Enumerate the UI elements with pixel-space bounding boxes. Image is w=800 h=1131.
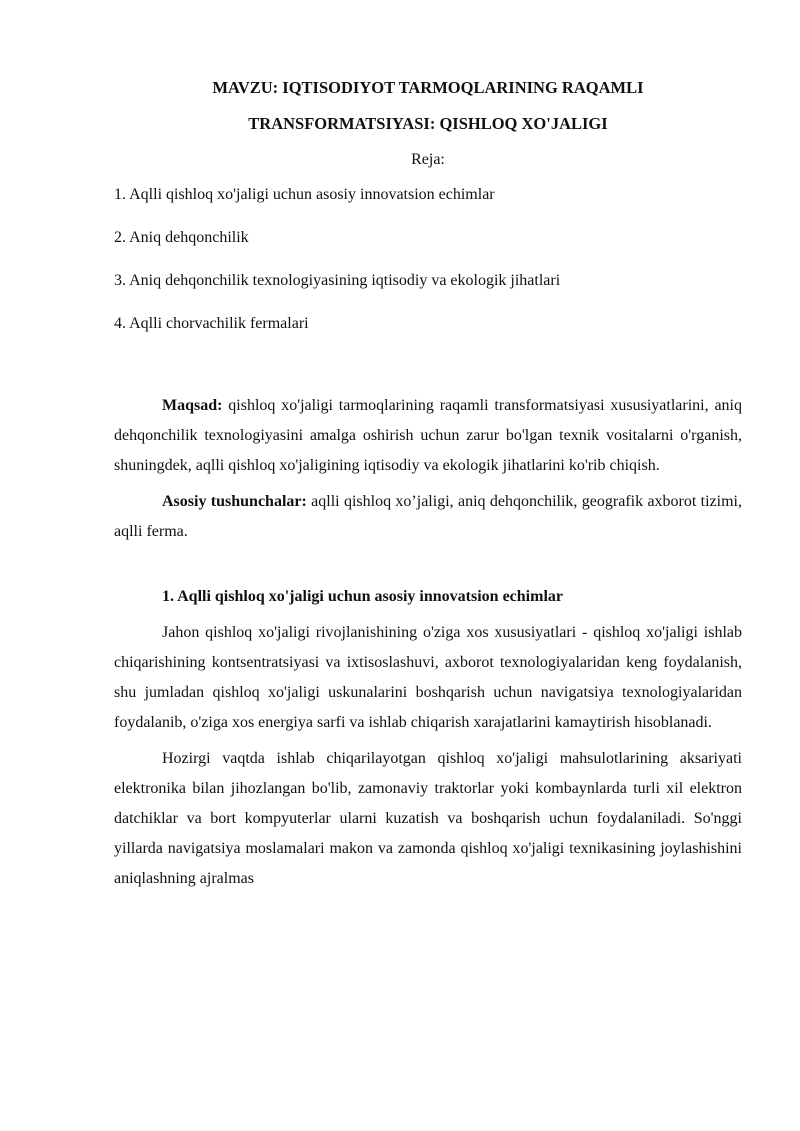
goal-paragraph <box>114 391 742 481</box>
plan-item: 4. Aqlli chorvachilik fermalari <box>114 315 309 332</box>
body-paragraph: Jahon qishloq xo'jaligi rivojlanishining o'ziga xos xususiyatlari - qishloq xo'jaligi ishlab chiqarishining kontsentratsiyasi va ixtisoslashuvi, axborot texnologiyalaridan keng foydalanish, shu jumladan qishloq xo'jaligi uskunalarini boshqarish uchun navigatsiya texnologiyalaridan foydalanib, o'ziga xos energiya sarfi va ishlab chiqarish xarajatlarini kamaytirish hisoblanadi. <box>114 624 742 731</box>
section-1-heading: 1. Aqlli qishloq xo'jaligi uchun asosiy innovatsion echimlar <box>162 588 563 605</box>
body-paragraph: Hozirgi vaqtda ishlab chiqarilayotgan qishloq xo'jaligi mahsulotlarining aksariyati elektronika bilan jihozlangan bo'lib, zamonaviy traktorlar yoki kombaynlarda turli xil elektron datchiklar va bort kompyuterlar ularni kuzatish va boshqarish uchun foydalaniladi. So'nggi yillarda navigatsiya moslamalari makon va zamonda qishloq xo'jaligi texnikasining joylashishini aniqlashning ajralmas <box>114 750 742 887</box>
key-concepts-text: aqlli qishloq xo’jaligi, aniq dehqonchilik, geografik axborot tizimi, aqlli ferma. <box>114 493 742 540</box>
key-concepts-paragraph <box>114 487 742 547</box>
plan-item: 2. Aniq dehqonchilik <box>114 229 249 246</box>
document-title-line-1: MAVZU: IQTISODIYOT TARMOQLARINING RAQAMLI <box>212 78 644 97</box>
document-page <box>114 70 742 894</box>
plan-list <box>114 184 742 334</box>
goal-label: Maqsad: <box>162 397 223 414</box>
plan-label: Reja: <box>411 151 445 168</box>
goal-text: qishloq xo'jaligi tarmoqlarining raqamli transformatsiyasi xususiyatlarini, aniq dehqonchilik texnologiyasini amalga oshirish uchun zarur bo'lgan texnik vositalarni o'rganish, shuningdek, aqlli qishloq xo'jaligining iqtisodiy va ekologik jihatlarini ko'rib chiqish. <box>114 397 742 474</box>
document-title-line-2: TRANSFORMATSIYASI: QISHLOQ XO'JALIGI <box>248 114 608 133</box>
key-concepts-label: Asosiy tushunchalar: <box>162 493 307 510</box>
plan-item: 1. Aqlli qishloq xo'jaligi uchun asosiy innovatsion echimlar <box>114 186 495 203</box>
plan-item: 3. Aniq dehqonchilik texnologiyasining iqtisodiy va ekologik jihatlari <box>114 272 561 289</box>
